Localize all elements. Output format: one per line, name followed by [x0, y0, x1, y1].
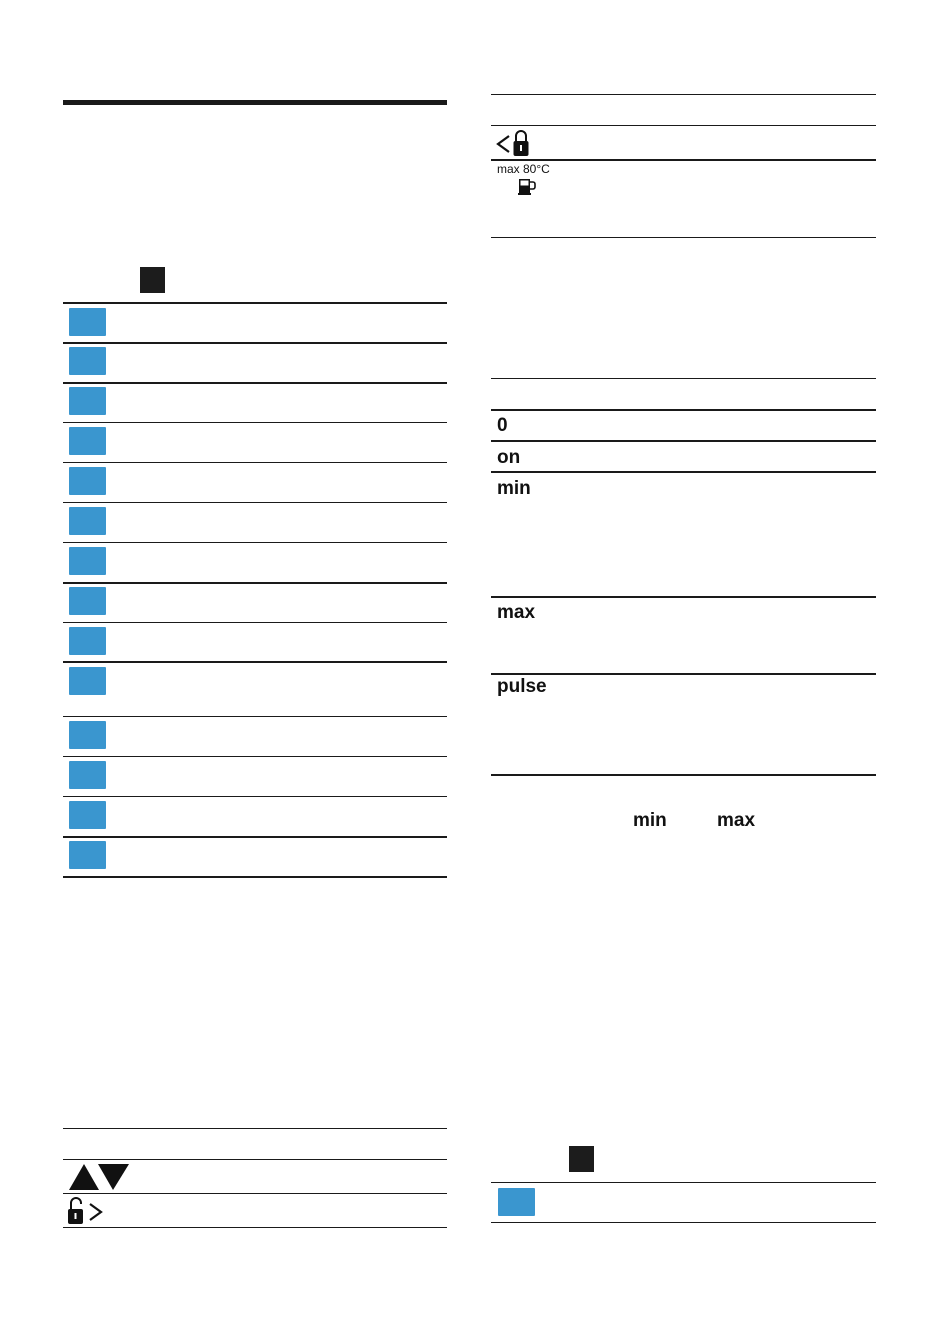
unlock-arrow-icon	[67, 1196, 107, 1226]
row-divider	[63, 796, 447, 797]
row-divider	[491, 1222, 876, 1223]
program-button[interactable]	[69, 841, 106, 869]
arrow-lock-icon	[495, 128, 535, 158]
row-divider	[63, 836, 447, 838]
program-button[interactable]	[69, 667, 106, 695]
row-divider	[63, 542, 447, 543]
row-divider	[63, 502, 447, 503]
program-button[interactable]	[69, 627, 106, 655]
row-divider	[63, 1193, 447, 1194]
row-divider	[491, 159, 876, 161]
row-divider	[491, 471, 876, 473]
heading-rule	[63, 100, 447, 105]
program-button[interactable]	[69, 761, 106, 789]
row-divider	[63, 661, 447, 663]
table-top-rule	[491, 94, 876, 95]
row-divider	[491, 1182, 876, 1183]
cup-temperature-caption: max 80°C	[497, 162, 550, 176]
row-divider	[63, 756, 447, 757]
up-down-triangles-icon	[68, 1162, 130, 1191]
speed-label-off: 0	[497, 415, 508, 436]
row-divider	[63, 1159, 447, 1160]
cup-icon	[517, 177, 537, 197]
speed-label-pulse: pulse	[497, 676, 547, 697]
speed-label-on: on	[497, 447, 521, 468]
program-button[interactable]	[69, 308, 106, 336]
range-max-label: max	[717, 810, 756, 831]
program-button[interactable]	[69, 467, 106, 495]
row-divider	[63, 622, 447, 623]
program-button[interactable]	[69, 387, 106, 415]
row-divider	[63, 582, 447, 584]
speed-label-max: max	[497, 602, 536, 623]
row-divider	[491, 409, 876, 411]
row-divider	[491, 596, 876, 598]
row-divider	[63, 342, 447, 344]
row-divider	[63, 462, 447, 463]
row-divider	[491, 440, 876, 442]
program-button[interactable]	[498, 1188, 535, 1216]
button-square-icon	[569, 1146, 594, 1172]
table-bottom-rule	[63, 1227, 447, 1228]
program-button[interactable]	[69, 427, 106, 455]
row-divider	[63, 716, 447, 717]
range-min-label: min	[633, 810, 667, 831]
row-divider	[491, 673, 876, 675]
program-button[interactable]	[69, 547, 106, 575]
table-bottom-rule	[491, 237, 876, 238]
row-divider	[63, 302, 447, 304]
row-divider	[491, 125, 876, 126]
table-bottom-rule	[491, 774, 876, 776]
button-square-icon	[140, 267, 165, 293]
program-button[interactable]	[69, 347, 106, 375]
table-top-rule	[63, 1128, 447, 1129]
row-divider	[63, 876, 447, 878]
speed-label-min: min	[497, 478, 531, 499]
row-divider	[63, 382, 447, 384]
table-top-rule	[491, 378, 876, 379]
program-button[interactable]	[69, 507, 106, 535]
program-button[interactable]	[69, 587, 106, 615]
row-divider	[63, 422, 447, 423]
program-button[interactable]	[69, 801, 106, 829]
program-button[interactable]	[69, 721, 106, 749]
